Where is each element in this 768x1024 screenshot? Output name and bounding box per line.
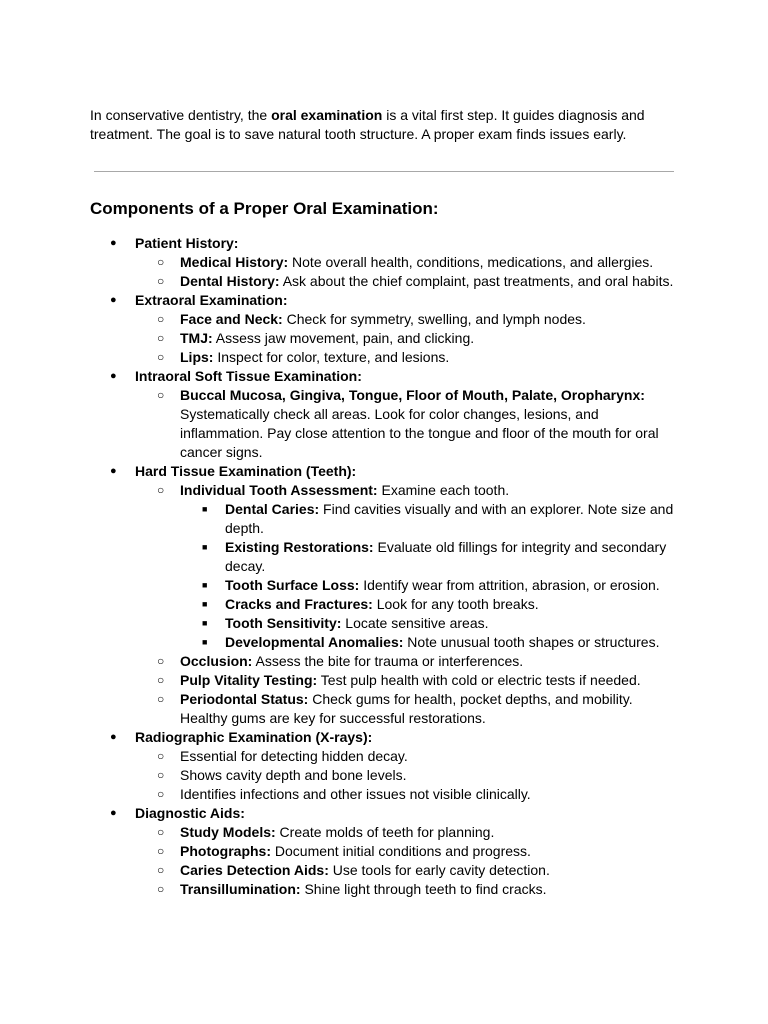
item-label: Medical History: — [180, 254, 289, 270]
item-text: Assess jaw movement, pain, and clicking. — [212, 330, 475, 346]
item-label: Face and Neck: — [180, 311, 283, 327]
sub-items — [180, 500, 680, 652]
item-label: Occlusion: — [180, 653, 253, 669]
item-text: Shows cavity depth and bone levels. — [180, 767, 407, 783]
item-label: Individual Tooth Assessment: — [180, 482, 378, 498]
sub-item-text: Note unusual tooth shapes or structures. — [403, 634, 660, 650]
item-label: Lips: — [180, 349, 214, 365]
outline-section — [90, 462, 680, 728]
item-text: Ask about the chief complaint, past treatments, and oral habits. — [279, 273, 674, 289]
list-item — [135, 671, 680, 690]
outline-section — [90, 728, 680, 804]
section-title: ● Patient History: — [135, 234, 680, 253]
item-text: Systematically check all areas. Look for color changes, lesions, and inflammation. Pay close attention to the tongue and floor of the mouth for oral cancer signs. — [180, 406, 659, 460]
list-item — [135, 690, 680, 728]
list-item — [135, 348, 680, 367]
intro-paragraph — [90, 106, 680, 144]
section-title: ● Hard Tissue Examination (Teeth): — [135, 462, 680, 481]
item-text: Shine light through teeth to find cracks. — [300, 881, 547, 897]
section-items — [135, 823, 680, 899]
item-text: Examine each tooth. — [377, 482, 510, 498]
item-text: Inspect for color, texture, and lesions. — [213, 349, 450, 365]
section-items — [135, 310, 680, 367]
item-label: Dental History: — [180, 273, 280, 289]
item-label: Transillumination: — [180, 881, 301, 897]
sub-item-label: Developmental Anomalies: — [225, 634, 404, 650]
horizontal-divider — [94, 171, 674, 172]
list-item — [135, 652, 680, 671]
sub-item-label: Cracks and Fractures: — [225, 596, 373, 612]
list-item — [135, 386, 680, 462]
list-item — [135, 253, 680, 272]
intro-bold-term: oral examination — [271, 107, 383, 123]
item-text: Use tools for early cavity detection. — [328, 862, 550, 878]
section-title: ● Diagnostic Aids: — [135, 804, 680, 823]
list-item — [135, 766, 680, 785]
item-text: Check for symmetry, swelling, and lymph nodes. — [282, 311, 586, 327]
item-text: Test pulp health with cold or electric tests if needed. — [317, 672, 641, 688]
section-title: ● Extraoral Examination: — [135, 291, 680, 310]
sub-item-text: Identify wear from attrition, abrasion, or erosion. — [359, 577, 660, 593]
sub-item-text: Find cavities visually and with an explorer. Note size and depth. — [225, 501, 674, 536]
sub-list-item — [180, 576, 680, 595]
section-heading: Components of a Proper Oral Examination: — [90, 199, 439, 218]
item-label: Photographs: — [180, 843, 271, 859]
item-label: Buccal Mucosa, Gingiva, Tongue, Floor of Mouth, Palate, Oropharynx: — [180, 387, 645, 403]
list-item — [135, 329, 680, 348]
sub-item-text: Look for any tooth breaks. — [372, 596, 539, 612]
intro-text-before: In conservative dentistry, the — [90, 107, 272, 123]
sub-item-text: Evaluate old fillings for integrity and secondary decay. — [225, 539, 667, 574]
item-text: Note overall health, conditions, medications, and allergies. — [288, 254, 654, 270]
list-item — [135, 272, 680, 291]
list-item — [135, 310, 680, 329]
item-text: Essential for detecting hidden decay. — [180, 748, 408, 764]
list-item — [135, 785, 680, 804]
item-label: TMJ: — [180, 330, 213, 346]
list-item — [135, 880, 680, 899]
sub-list-item — [180, 633, 680, 652]
section-items — [135, 386, 680, 462]
sub-item-label: Dental Caries: — [225, 501, 320, 517]
section-items — [135, 253, 680, 291]
outline-section — [90, 367, 680, 462]
section-title: ● Radiographic Examination (X-rays): — [135, 728, 680, 747]
item-label: Pulp Vitality Testing: — [180, 672, 318, 688]
item-text: Document initial conditions and progress. — [271, 843, 531, 859]
section-items — [135, 747, 680, 804]
item-label: Study Models: — [180, 824, 276, 840]
item-text: Identifies infections and other issues not visible clinically. — [180, 786, 531, 802]
examination-outline — [90, 234, 680, 899]
sub-list-item — [180, 538, 680, 576]
item-text: Create molds of teeth for planning. — [275, 824, 495, 840]
item-text: Check gums for health, pocket depths, and mobility. Healthy gums are key for successful restorations. — [180, 691, 633, 726]
list-item — [135, 481, 680, 652]
section-items — [135, 481, 680, 728]
sub-item-label: Existing Restorations: — [225, 539, 374, 555]
sub-list-item — [180, 595, 680, 614]
list-item — [135, 747, 680, 766]
item-text: Assess the bite for trauma or interferences. — [252, 653, 524, 669]
sub-item-label: Tooth Surface Loss: — [225, 577, 360, 593]
item-label: Caries Detection Aids: — [180, 862, 329, 878]
outline-section — [90, 291, 680, 367]
item-label: Periodontal Status: — [180, 691, 309, 707]
sub-item-label: Tooth Sensitivity: — [225, 615, 342, 631]
list-item — [135, 823, 680, 842]
section-title: ● Intraoral Soft Tissue Examination: — [135, 367, 680, 386]
outline-section — [90, 804, 680, 899]
sub-list-item — [180, 614, 680, 633]
list-item — [135, 861, 680, 880]
sub-list-item — [180, 500, 680, 538]
list-item — [135, 842, 680, 861]
intro-text-after: is a vital first step. It guides diagnosis and treatment. The goal is to save natural tooth structure. A proper exam finds issues early. — [90, 107, 645, 142]
outline-section — [90, 234, 680, 291]
sub-item-text: Locate sensitive areas. — [341, 615, 489, 631]
